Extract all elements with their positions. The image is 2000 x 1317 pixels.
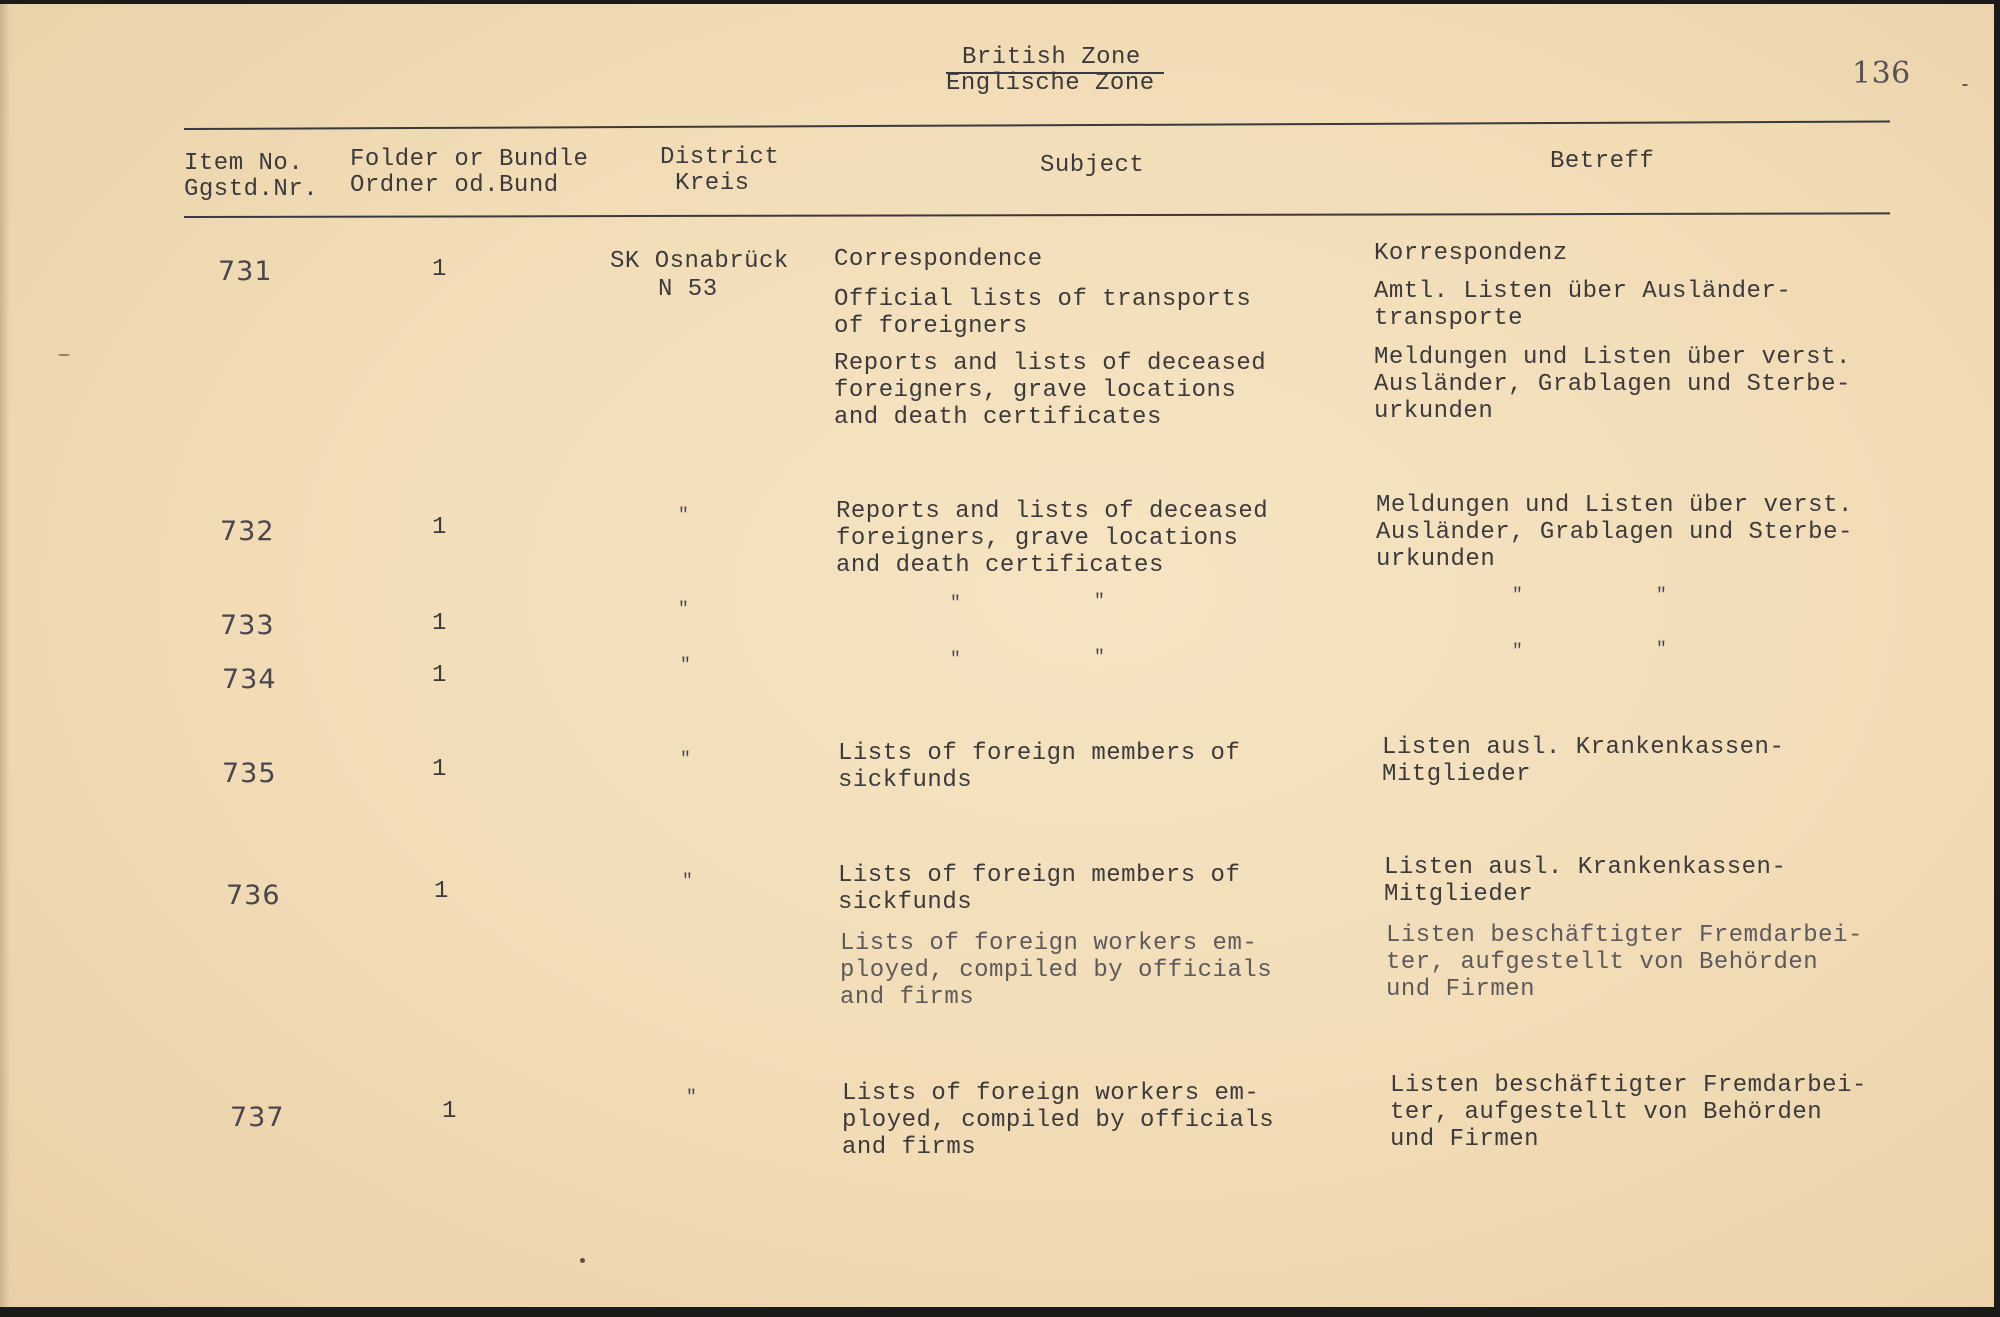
folder-count: 1: [432, 610, 447, 637]
district-code: N 53: [658, 276, 718, 303]
betreff-line: Meldungen und Listen über verst. Ausländer, Grablagen und Sterbe- urkunden: [1376, 492, 1853, 573]
col-district-de: Kreis: [675, 170, 750, 197]
subject-line: Lists of foreign members of sickfunds: [838, 862, 1241, 916]
betreff-line: Korrespondenz: [1374, 240, 1568, 267]
item-number: 736: [226, 880, 281, 911]
paper-speck: [1962, 84, 1968, 86]
betreff-line: Meldungen und Listen über verst. Ausländer, Grablagen und Sterbe- urkunden: [1374, 344, 1851, 425]
paper-speck: [58, 354, 70, 356]
item-number: 734: [222, 664, 277, 695]
betreff-line: Listen ausl. Krankenkassen- Mitglieder: [1384, 854, 1787, 908]
ditto-mark: ": [1094, 648, 1105, 668]
item-number: 731: [218, 256, 273, 287]
document-page: [0, 4, 1994, 1307]
subject-line: Lists of foreign workers em- ployed, compiled by officials and firms: [842, 1080, 1275, 1161]
betreff-line: Listen beschäftigter Fremdarbei- ter, aufgestellt von Behörden und Firmen: [1386, 922, 1863, 1003]
betreff-line: Listen beschäftigter Fremdarbei- ter, aufgestellt von Behörden und Firmen: [1390, 1072, 1867, 1153]
page-number: 136: [1852, 56, 1911, 91]
col-subject: Subject: [1040, 152, 1145, 179]
folder-count: 1: [442, 1098, 457, 1125]
subject-line: Official lists of transports of foreigners: [834, 286, 1252, 340]
ditto-mark: ": [1656, 586, 1667, 606]
subject-line: Reports and lists of deceased foreigners, grave locations and death certificates: [834, 350, 1267, 431]
top-rule: [184, 121, 1890, 130]
col-folder-de: Ordner od.Bund: [350, 172, 559, 199]
folder-count: 1: [432, 514, 447, 541]
folder-count: 1: [432, 756, 447, 783]
district-name: SK Osnabrück: [610, 248, 789, 275]
col-folder-en: Folder or Bundle: [350, 146, 589, 173]
col-item-en: Item No.: [184, 150, 304, 177]
folder-count: 1: [434, 878, 449, 905]
folder-count: 1: [432, 662, 447, 689]
page-edge-shadow: [0, 4, 10, 1307]
ditto-mark: ": [950, 594, 961, 614]
item-number: 733: [220, 610, 275, 641]
paper-speck: [580, 1258, 585, 1263]
ditto-mark: ": [1512, 586, 1523, 606]
col-item-de: Ggstd.Nr.: [184, 176, 319, 203]
subject-line: Correspondence: [834, 246, 1043, 273]
col-betreff: Betreff: [1550, 148, 1655, 175]
betreff-line: Amtl. Listen über Ausländer- transporte: [1374, 278, 1792, 332]
col-district-en: District: [660, 144, 780, 171]
betreff-line: Listen ausl. Krankenkassen- Mitglieder: [1382, 734, 1785, 788]
ditto-mark: ": [680, 656, 691, 676]
subject-line: Lists of foreign workers em- ployed, compiled by officials and firms: [840, 930, 1273, 1011]
ditto-mark: ": [1094, 592, 1105, 612]
item-number: 735: [222, 758, 277, 789]
subject-line: Reports and lists of deceased foreigners, grave locations and death certificates: [836, 498, 1269, 579]
ditto-mark: ": [1512, 642, 1523, 662]
ditto-mark: ": [686, 1088, 697, 1108]
ditto-mark: ": [1656, 640, 1667, 660]
zone-title-german: Englische Zone: [946, 70, 1155, 97]
subject-line: Lists of foreign members of sickfunds: [838, 740, 1241, 794]
ditto-mark: ": [680, 750, 691, 770]
ditto-mark: ": [678, 506, 689, 526]
ditto-mark: ": [678, 600, 689, 620]
item-number: 732: [220, 516, 275, 547]
header-rule: [184, 212, 1890, 218]
ditto-mark: ": [950, 650, 961, 670]
folder-count: 1: [432, 256, 447, 283]
zone-title-english: British Zone: [962, 44, 1141, 71]
ditto-mark: ": [682, 872, 693, 892]
item-number: 737: [230, 1102, 285, 1133]
